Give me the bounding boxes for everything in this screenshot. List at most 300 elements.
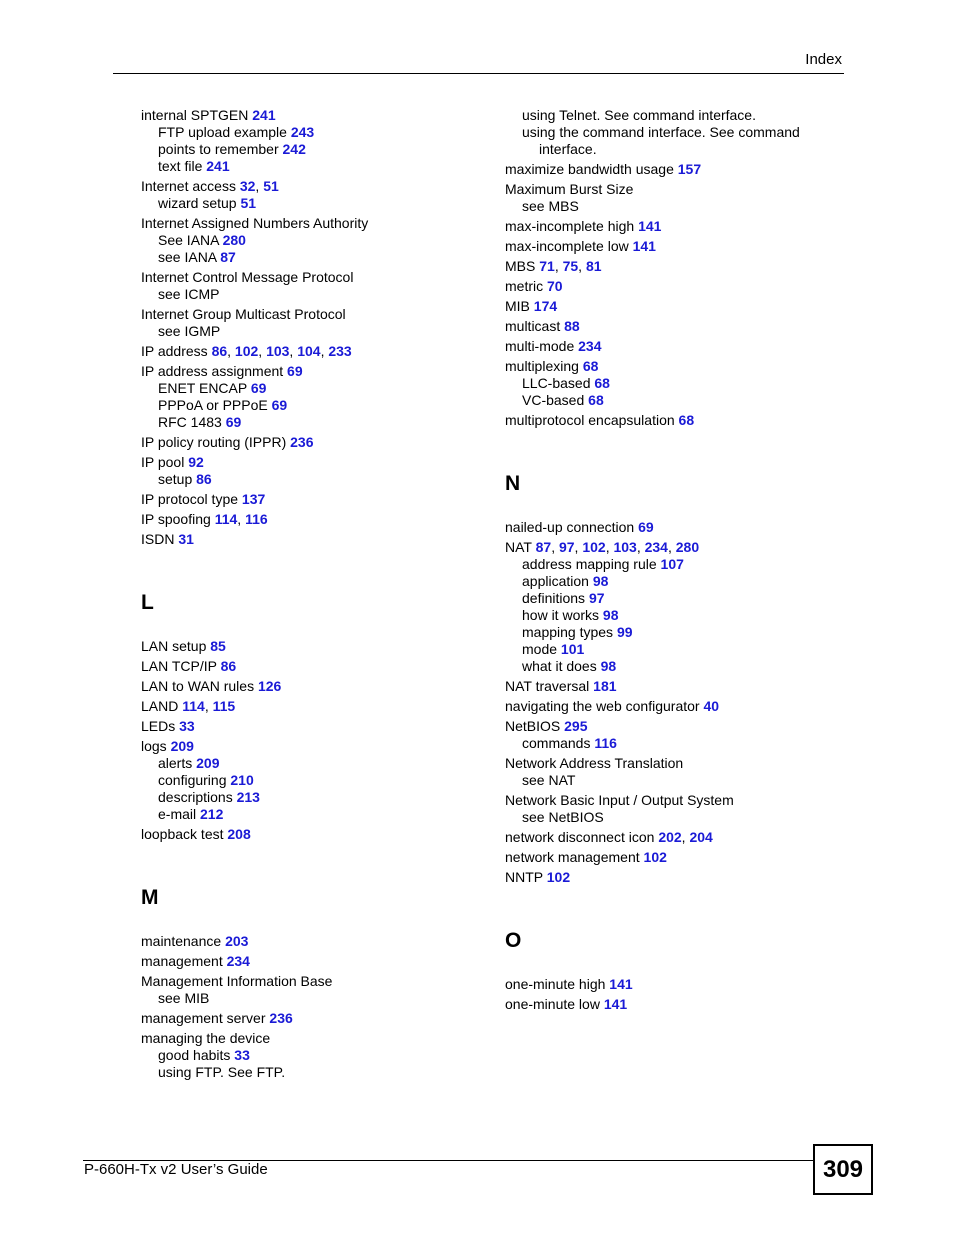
index-entry — [141, 434, 481, 451]
page-link[interactable]: 87 — [535, 539, 552, 555]
index-term — [505, 678, 845, 695]
page-link[interactable]: 86 — [196, 471, 212, 487]
term-text: one-minute high — [505, 976, 610, 992]
page-link[interactable]: 234 — [578, 338, 602, 354]
index-entry — [141, 658, 481, 675]
index-term — [141, 511, 481, 528]
page-separator: , — [574, 539, 583, 555]
page-link[interactable]: 88 — [564, 318, 580, 334]
index-entry — [505, 849, 845, 866]
page-separator: , — [258, 343, 267, 359]
page-link[interactable]: 280 — [222, 232, 246, 248]
index-term — [505, 298, 845, 315]
index-entry — [505, 829, 845, 846]
page-link[interactable]: 98 — [600, 658, 617, 674]
term-text: see MBS — [522, 198, 579, 214]
page-link[interactable]: 174 — [533, 298, 558, 314]
index-entry — [505, 539, 845, 675]
page-link[interactable]: 101 — [560, 641, 585, 657]
index-term — [505, 519, 845, 536]
index-term — [505, 278, 845, 295]
term-text: maintenance — [141, 933, 226, 949]
term-text: NNTP — [505, 869, 547, 885]
page-link[interactable]: 70 — [547, 278, 563, 294]
index-entry — [141, 107, 481, 175]
term-text: internal SPTGEN — [141, 107, 253, 123]
term-text: mapping types — [522, 624, 617, 640]
page-link[interactable]: 68 — [582, 358, 599, 374]
index-term — [505, 318, 845, 335]
page-link[interactable]: 69 — [271, 397, 288, 413]
index-term — [505, 181, 845, 198]
page-link[interactable]: 51 — [263, 178, 279, 194]
index-term — [141, 638, 481, 655]
page-separator: , — [255, 178, 264, 194]
page-separator: , — [320, 343, 329, 359]
term-text: what it does — [522, 658, 601, 674]
index-entry — [505, 698, 845, 715]
index-subterm — [141, 249, 481, 266]
term-text: Network Basic Input / Output System — [505, 792, 734, 808]
term-text: nailed-up connection — [505, 519, 639, 535]
page-link[interactable]: 137 — [241, 491, 266, 507]
index-subterm — [141, 471, 481, 488]
index-term — [141, 826, 481, 843]
index-term — [141, 658, 481, 675]
term-text: e-mail — [158, 806, 201, 822]
index-subterm — [141, 755, 481, 772]
page-link[interactable]: 68 — [588, 392, 604, 408]
term-text: setup — [158, 471, 197, 487]
index-subterm — [505, 772, 845, 789]
term-text: See IANA — [158, 232, 223, 248]
page-link[interactable]: 241 — [206, 158, 230, 174]
index-entry — [505, 338, 845, 355]
index-subterm — [505, 107, 845, 124]
index-entry — [141, 738, 481, 823]
term-text: RFC 1483 — [158, 414, 226, 430]
page-link[interactable]: 69 — [287, 363, 303, 379]
index-term — [141, 107, 481, 124]
index-entry — [141, 178, 481, 212]
index-entry — [505, 412, 845, 429]
index-entry — [141, 491, 481, 508]
index-entry — [141, 1010, 481, 1027]
term-text: LEDs — [141, 718, 180, 734]
term-text: address mapping rule — [522, 556, 661, 572]
index-entry — [505, 318, 845, 335]
section-letter: M — [141, 886, 159, 909]
index-entry — [141, 678, 481, 695]
index-term — [141, 363, 481, 380]
term-text: LAN TCP/IP — [141, 658, 221, 674]
index-entry — [141, 269, 481, 303]
index-subterm — [505, 735, 845, 752]
page-link[interactable]: 212 — [200, 806, 224, 822]
page-link[interactable]: 157 — [677, 161, 702, 177]
index-term — [141, 178, 481, 195]
index-subterm — [505, 641, 845, 658]
term-text: see NAT — [522, 772, 576, 788]
page-link[interactable]: 236 — [269, 1010, 293, 1026]
page-link[interactable]: 86 — [220, 658, 237, 674]
page-link[interactable]: 241 — [252, 107, 276, 123]
page-link[interactable]: 31 — [178, 531, 194, 547]
term-text: network disconnect icon — [505, 829, 659, 845]
term-text: logs — [141, 738, 171, 754]
page-link[interactable]: 181 — [593, 678, 617, 694]
index-term — [505, 412, 845, 429]
index-entry — [141, 343, 481, 360]
page-link[interactable]: 141 — [638, 218, 662, 234]
page-link[interactable]: 69 — [225, 414, 242, 430]
index-entry — [505, 678, 845, 695]
index-entry — [505, 358, 845, 409]
page-link[interactable]: 40 — [703, 698, 720, 714]
page-link[interactable]: 98 — [602, 607, 619, 623]
page-link[interactable]: 116 — [594, 735, 617, 751]
term-text: Maximum Burst Size — [505, 181, 634, 197]
page-separator: , — [289, 343, 298, 359]
page-link[interactable]: 280 — [675, 539, 700, 555]
index-entry — [141, 531, 481, 548]
page-link[interactable]: 102 — [643, 849, 667, 865]
page-link[interactable]: 114 — [214, 511, 238, 527]
page-link[interactable]: 102 — [582, 539, 606, 555]
index-term — [141, 454, 481, 471]
term-text: configuring — [158, 772, 231, 788]
term-text: using the command interface. See command — [522, 124, 800, 140]
index-entry — [141, 215, 481, 266]
page-link[interactable]: 51 — [240, 195, 257, 211]
term-text: multiprotocol encapsulation — [505, 412, 679, 428]
term-text: see MIB — [158, 990, 210, 1006]
page-link[interactable]: 116 — [245, 511, 268, 527]
page-link[interactable]: 202 — [658, 829, 682, 845]
term-text: see ICMP — [158, 286, 220, 302]
page-link[interactable]: 68 — [678, 412, 695, 428]
term-text: managing the device — [141, 1030, 271, 1046]
index-subterm — [141, 990, 481, 1007]
page-link[interactable]: 242 — [282, 141, 306, 157]
term-text: points to remember — [158, 141, 283, 157]
index-subterm — [141, 397, 481, 414]
term-text: multi-mode — [505, 338, 579, 354]
index-subterm — [505, 141, 845, 158]
index-term — [141, 933, 481, 950]
guide-title: P-660H-Tx v2 User’s Guide — [84, 1161, 268, 1178]
page-link[interactable]: 203 — [225, 933, 249, 949]
term-text: Internet Control Message Protocol — [141, 269, 354, 285]
page-link[interactable]: 71 — [539, 258, 555, 274]
page-link[interactable]: 97 — [588, 590, 605, 606]
page-link[interactable]: 234 — [644, 539, 668, 555]
index-subterm — [505, 392, 845, 409]
index-entry — [505, 278, 845, 295]
page-link[interactable]: 102 — [546, 869, 571, 885]
page-link[interactable]: 126 — [257, 678, 282, 694]
index-term — [141, 718, 481, 735]
page-link[interactable]: 141 — [609, 976, 633, 992]
term-text: using FTP. See FTP. — [158, 1064, 286, 1080]
index-subterm — [505, 198, 845, 215]
page-link[interactable]: 104 — [297, 343, 321, 359]
index-subterm — [505, 573, 845, 590]
term-text: descriptions — [158, 789, 237, 805]
term-text: VC-based — [522, 392, 589, 408]
page-separator: , — [237, 511, 246, 527]
page-link[interactable]: 141 — [603, 996, 628, 1012]
page-link[interactable]: 68 — [594, 375, 610, 391]
term-text: ISDN — [141, 531, 179, 547]
index-entry — [505, 976, 845, 993]
term-text: how it works — [522, 607, 603, 623]
index-entry — [505, 218, 845, 235]
term-text: wizard setup — [158, 195, 241, 211]
index-term — [505, 161, 845, 178]
page-link[interactable]: 208 — [227, 826, 251, 842]
index-entry — [505, 755, 845, 789]
page-link[interactable]: 69 — [250, 380, 267, 396]
term-text: network management — [505, 849, 644, 865]
index-subterm — [141, 806, 481, 823]
index-entry — [505, 519, 845, 536]
index-subterm — [141, 1047, 481, 1064]
index-entry — [505, 792, 845, 826]
index-entry — [141, 718, 481, 735]
index-entry — [505, 298, 845, 315]
index-term — [505, 338, 845, 355]
page-link[interactable]: 97 — [558, 539, 575, 555]
index-term — [505, 755, 845, 772]
term-text: LLC-based — [522, 375, 595, 391]
page-link[interactable]: 81 — [585, 258, 602, 274]
term-text: see IGMP — [158, 323, 221, 339]
header-divider — [113, 73, 844, 74]
index-term — [141, 953, 481, 970]
index-term — [141, 738, 481, 755]
term-text: loopback test — [141, 826, 228, 842]
index-subterm — [141, 1064, 481, 1081]
index-entry — [141, 306, 481, 340]
index-entry — [505, 718, 845, 752]
term-text: MBS — [505, 258, 540, 274]
page-link[interactable]: 243 — [290, 124, 315, 140]
index-term — [505, 869, 845, 886]
term-text: LAN setup — [141, 638, 211, 654]
page-separator: , — [681, 829, 690, 845]
page-link[interactable]: 210 — [230, 772, 254, 788]
index-entry — [141, 454, 481, 488]
index-term — [141, 434, 481, 451]
term-text: application — [522, 573, 593, 589]
page-link[interactable]: 236 — [290, 434, 314, 450]
index-subterm — [141, 195, 481, 212]
term-text: Internet access — [141, 178, 240, 194]
page-link[interactable]: 234 — [226, 953, 250, 969]
term-text: maximize bandwidth usage — [505, 161, 678, 177]
index-entry — [505, 996, 845, 1013]
page-separator: , — [551, 539, 559, 555]
term-text: IP policy routing (IPPR) — [141, 434, 291, 450]
index-subterm — [505, 607, 845, 624]
page-separator: , — [204, 698, 213, 714]
term-text: PPPoA or PPPoE — [158, 397, 272, 413]
index-entry — [505, 181, 845, 215]
term-text: one-minute low — [505, 996, 604, 1012]
term-text: IP pool — [141, 454, 189, 470]
index-entry — [505, 869, 845, 886]
index-term — [141, 491, 481, 508]
page-link[interactable]: 99 — [616, 624, 633, 640]
index-entry — [141, 1030, 481, 1081]
index-subterm — [141, 323, 481, 340]
term-text: IP spoofing — [141, 511, 215, 527]
page-link[interactable]: 115 — [212, 698, 236, 714]
page-link[interactable]: 85 — [210, 638, 226, 654]
index-subterm — [141, 380, 481, 397]
page-link[interactable]: 92 — [188, 454, 204, 470]
index-subterm — [505, 624, 845, 641]
page-link[interactable]: 107 — [660, 556, 684, 572]
index-subterm — [505, 590, 845, 607]
page-link[interactable]: 209 — [170, 738, 194, 754]
index-entry — [141, 953, 481, 970]
index-subterm — [141, 158, 481, 175]
term-text: see IANA — [158, 249, 221, 265]
page-link[interactable]: 209 — [196, 755, 220, 771]
index-entry — [141, 638, 481, 655]
term-text: navigating the web configurator — [505, 698, 704, 714]
term-text: ENET ENCAP — [158, 380, 251, 396]
page-link[interactable]: 204 — [689, 829, 713, 845]
page-link[interactable]: 213 — [236, 789, 260, 805]
index-term — [141, 678, 481, 695]
index-term — [505, 718, 845, 735]
index-entry — [505, 238, 845, 255]
term-text: NAT — [505, 539, 536, 555]
index-subterm — [141, 414, 481, 431]
page-number: 309 — [813, 1144, 873, 1195]
term-text: LAND — [141, 698, 183, 714]
page-separator: , — [605, 539, 614, 555]
term-text: management — [141, 953, 227, 969]
index-term — [505, 698, 845, 715]
term-text: mode — [522, 641, 561, 657]
index-term — [141, 306, 481, 323]
page-link[interactable]: 86 — [211, 343, 228, 359]
index-term — [141, 973, 481, 990]
page-link[interactable]: 141 — [632, 238, 656, 254]
index-entry — [141, 973, 481, 1007]
index-term — [141, 269, 481, 286]
index-term — [141, 698, 481, 715]
term-text: metric — [505, 278, 547, 294]
header-title: Index — [805, 51, 842, 68]
page-separator: , — [667, 539, 676, 555]
index-subterm — [505, 556, 845, 573]
term-text: max-incomplete high — [505, 218, 639, 234]
index-subterm — [141, 772, 481, 789]
term-text: IP protocol type — [141, 491, 242, 507]
index-term — [505, 976, 845, 993]
index-term — [505, 358, 845, 375]
index-term — [141, 215, 481, 232]
term-text: multicast — [505, 318, 565, 334]
page-link[interactable]: 98 — [592, 573, 609, 589]
index-subterm — [141, 286, 481, 303]
index-term — [141, 343, 481, 360]
index-entry — [141, 363, 481, 431]
index-entry — [505, 107, 845, 158]
term-text: LAN to WAN rules — [141, 678, 258, 694]
page-link[interactable]: 103 — [613, 539, 637, 555]
term-text: IP address — [141, 343, 212, 359]
term-text: good habits — [158, 1047, 235, 1063]
page-link[interactable]: 69 — [638, 519, 654, 535]
index-term — [505, 829, 845, 846]
term-text: IP address assignment — [141, 363, 288, 379]
index-subterm — [505, 124, 845, 141]
index-entry — [141, 511, 481, 528]
page-separator: , — [554, 258, 563, 274]
index-term — [141, 1030, 481, 1047]
term-text: interface. — [539, 141, 597, 157]
term-text: Management Information Base — [141, 973, 333, 989]
term-text: text file — [158, 158, 207, 174]
section-letter: O — [505, 929, 522, 952]
page-link[interactable]: 102 — [234, 343, 259, 359]
term-text: FTP upload example — [158, 124, 291, 140]
index-subterm — [505, 658, 845, 675]
page-link[interactable]: 114 — [182, 698, 205, 714]
index-term — [505, 792, 845, 809]
term-text: definitions — [522, 590, 589, 606]
page-link[interactable]: 75 — [562, 258, 579, 274]
index-subterm — [505, 809, 845, 826]
term-text: see NetBIOS — [522, 809, 604, 825]
index-subterm — [141, 232, 481, 249]
index-term — [505, 258, 845, 275]
term-text: Internet Assigned Numbers Authority — [141, 215, 369, 231]
page-link[interactable]: 295 — [564, 718, 588, 734]
index-subterm — [141, 789, 481, 806]
term-text: NAT traversal — [505, 678, 594, 694]
index-term — [505, 238, 845, 255]
term-text: management server — [141, 1010, 270, 1026]
index-term — [505, 996, 845, 1013]
section-letter: L — [141, 591, 154, 614]
page-link[interactable]: 233 — [328, 343, 352, 359]
page-link[interactable]: 33 — [234, 1047, 250, 1063]
index-entry — [141, 698, 481, 715]
index-subterm — [141, 124, 481, 141]
page-separator: , — [636, 539, 645, 555]
page-separator: , — [578, 258, 586, 274]
index-term — [505, 539, 845, 556]
index-entry — [141, 826, 481, 843]
page-link[interactable]: 32 — [239, 178, 256, 194]
page-link[interactable]: 87 — [220, 249, 236, 265]
page-link[interactable]: 33 — [179, 718, 195, 734]
term-text: NetBIOS — [505, 718, 565, 734]
index-entry — [505, 258, 845, 275]
term-text: Internet Group Multicast Protocol — [141, 306, 346, 322]
page-link[interactable]: 103 — [266, 343, 290, 359]
term-text: alerts — [158, 755, 197, 771]
term-text: commands — [522, 735, 595, 751]
term-text: max-incomplete low — [505, 238, 633, 254]
